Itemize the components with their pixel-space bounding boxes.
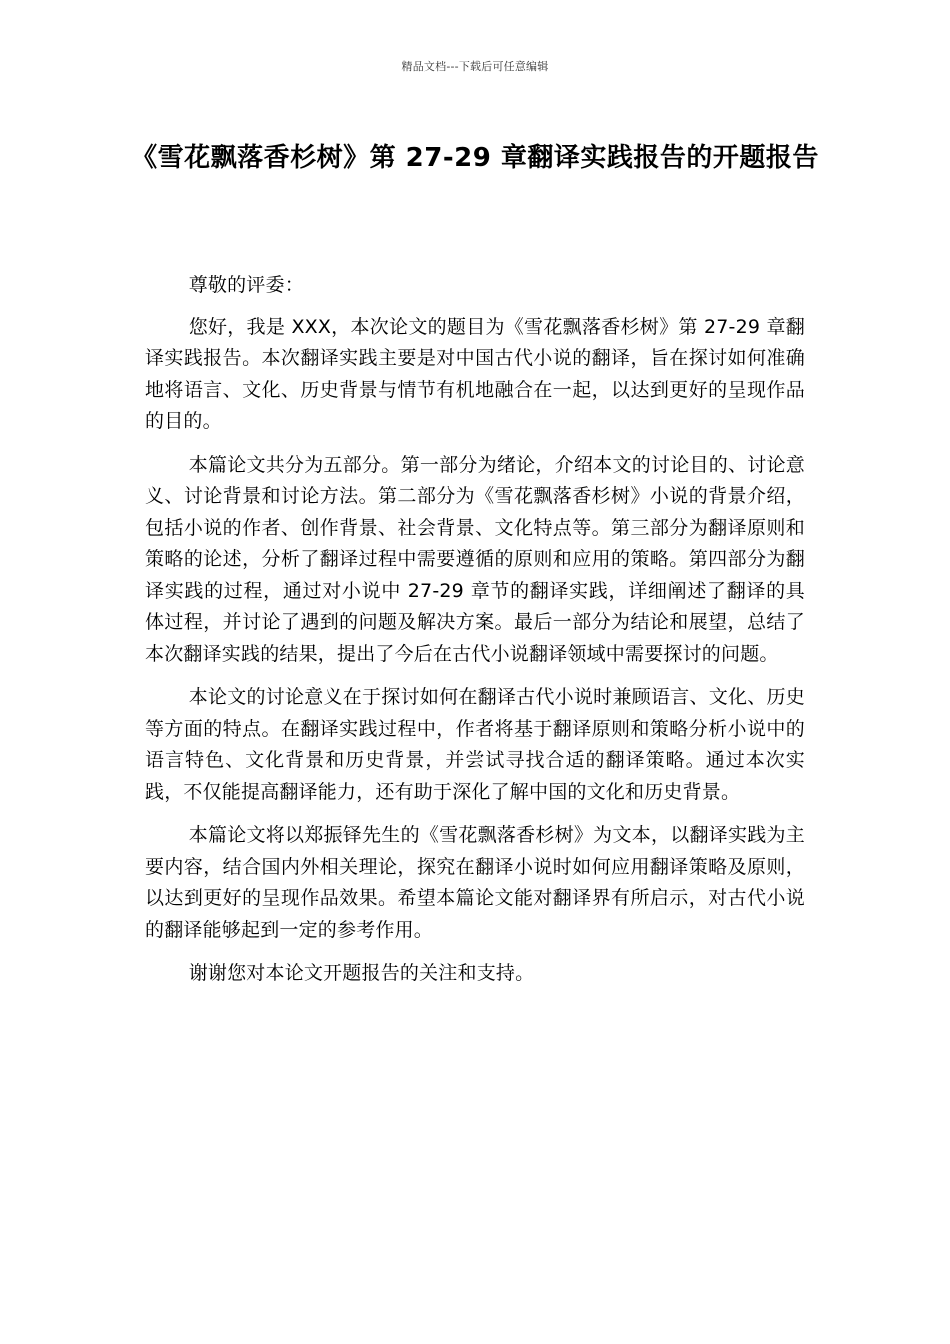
paragraph-significance: 本论文的讨论意义在于探讨如何在翻译古代小说时兼顾语言、文化、历史等方面的特点。在翻译实践过程中，作者将基于翻译原则和策略分析小说中的语言特色、文化背景和历史背景，并尝试寻找合适的翻译策略。通过本次实践，不仅能提高翻译能力，还有助于深化了解中国的文化和历史背景。 — [145, 686, 805, 803]
paragraph-structure: 本篇论文共分为五部分。第一部分为绪论，介绍本文的讨论目的、讨论意义、讨论背景和讨论方法。第二部分为《雪花飘落香杉树》小说的背景介绍，包括小说的作者、创作背景、社会背景、文化特点等。第三部分为翻译原则和策略的论述，分析了翻译过程中需要遵循的原则和应用的策略。第四部分为翻译实践的过程，通过对小说中 27-29 章节的翻译实践，详细阐述了翻译的具体过程，并讨论了遇到的问题及解决方案。最后一部分为结论和展望，总结了本次翻译实践的结果，提出了今后在古代小说翻译领域中需要探讨的问题。 — [145, 453, 805, 665]
salutation: 尊敬的评委： — [188, 274, 304, 296]
paragraph-intro: 您好，我是 XXX，本次论文的题目为《雪花飘落香杉树》第 27-29 章翻译实践报告。本次翻译实践主要是对中国古代小说的翻译，旨在探讨如何准确地将语言、文化、历史背景与情节有机地融合在一起，以达到更好的呈现作品的目的。 — [145, 315, 805, 432]
document-body — [145, 270, 805, 1002]
paragraph-method: 本篇论文将以郑振铎先生的《雪花飘落香杉树》为文本，以翻译实践为主要内容，结合国内外相关理论，探究在翻译小说时如何应用翻译策略及原则，以达到更好的呈现作品效果。希望本篇论文能对翻译界有所启示，对古代小说的翻译能够起到一定的参考作用。 — [145, 824, 805, 941]
document-title: 《雪花飘落香杉树》第 27-29 章翻译实践报告的开题报告 — [131, 143, 819, 173]
paragraph-closing: 谢谢您对本论文开题报告的关注和支持。 — [188, 962, 535, 984]
header-note: 精品文档---下载后可任意编辑 — [401, 60, 549, 73]
